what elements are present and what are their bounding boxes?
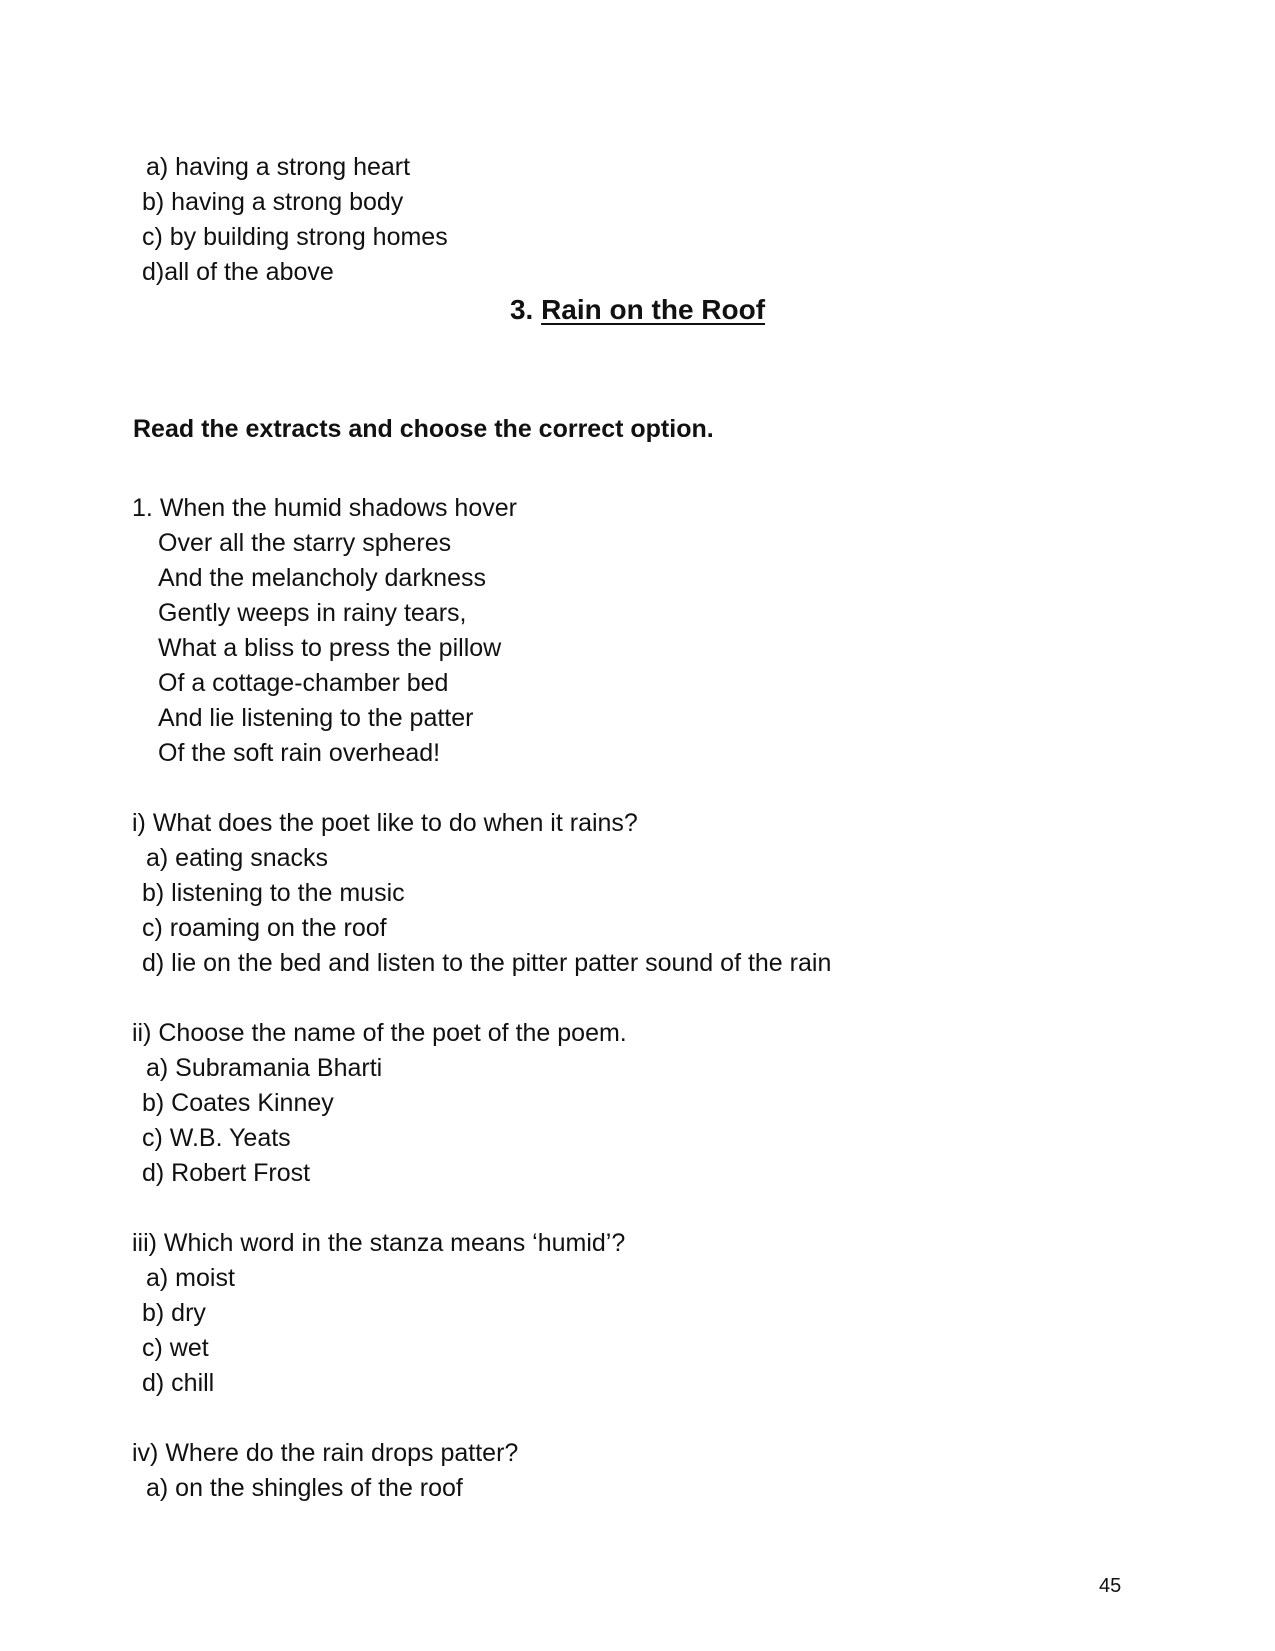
previous-option-d: d)all of the above <box>142 258 334 286</box>
question-option: a) on the shingles of the roof <box>146 1474 463 1502</box>
extract-line: Of a cottage-chamber bed <box>158 669 449 697</box>
extract-line: Of the soft rain overhead! <box>158 739 441 767</box>
page-number: 45 <box>1099 1575 1122 1597</box>
question-prompt: ii) Choose the name of the poet of the poem. <box>132 1019 627 1047</box>
question-option: a) Subramania Bharti <box>146 1054 383 1082</box>
extract-line: Over all the starry spheres <box>158 529 452 557</box>
question-option: a) eating snacks <box>146 844 329 872</box>
extract-line: And the melancholy darkness <box>158 564 486 592</box>
question-option: b) listening to the music <box>142 879 405 907</box>
question-option: d) chill <box>142 1369 215 1397</box>
extract-line: Gently weeps in rainy tears, <box>158 599 467 627</box>
extract-line: When the humid shadows hover <box>159 494 517 522</box>
question-option: b) dry <box>142 1299 206 1327</box>
previous-option-c: c) by building strong homes <box>142 223 448 251</box>
section-title: Rain on the Roof <box>541 294 766 325</box>
previous-option-b: b) having a strong body <box>142 188 404 216</box>
question-prompt: iii) Which word in the stanza means ‘humid’? <box>132 1229 626 1257</box>
extract-number: 1. <box>132 494 153 522</box>
question-option: c) roaming on the roof <box>142 914 387 942</box>
extract-line: And lie listening to the patter <box>158 704 474 732</box>
question-option: b) Coates Kinney <box>142 1089 334 1117</box>
extract-first-line <box>132 493 517 523</box>
extract-line: What a bliss to press the pillow <box>158 634 502 662</box>
question-prompt: iv) Where do the rain drops patter? <box>132 1439 519 1467</box>
previous-option-a: a) having a strong heart <box>146 153 411 181</box>
question-prompt: i) What does the poet like to do when it rains? <box>132 809 638 837</box>
section-heading <box>0 293 1275 327</box>
instruction-text: Read the extracts and choose the correct option. <box>133 415 714 443</box>
question-option: a) moist <box>146 1264 235 1292</box>
question-option: c) wet <box>142 1334 209 1362</box>
question-option: d) lie on the bed and listen to the pitter patter sound of the rain <box>142 949 832 977</box>
question-option: d) Robert Frost <box>142 1159 311 1187</box>
section-number: 3. <box>509 294 534 325</box>
question-option: c) W.B. Yeats <box>142 1124 291 1152</box>
